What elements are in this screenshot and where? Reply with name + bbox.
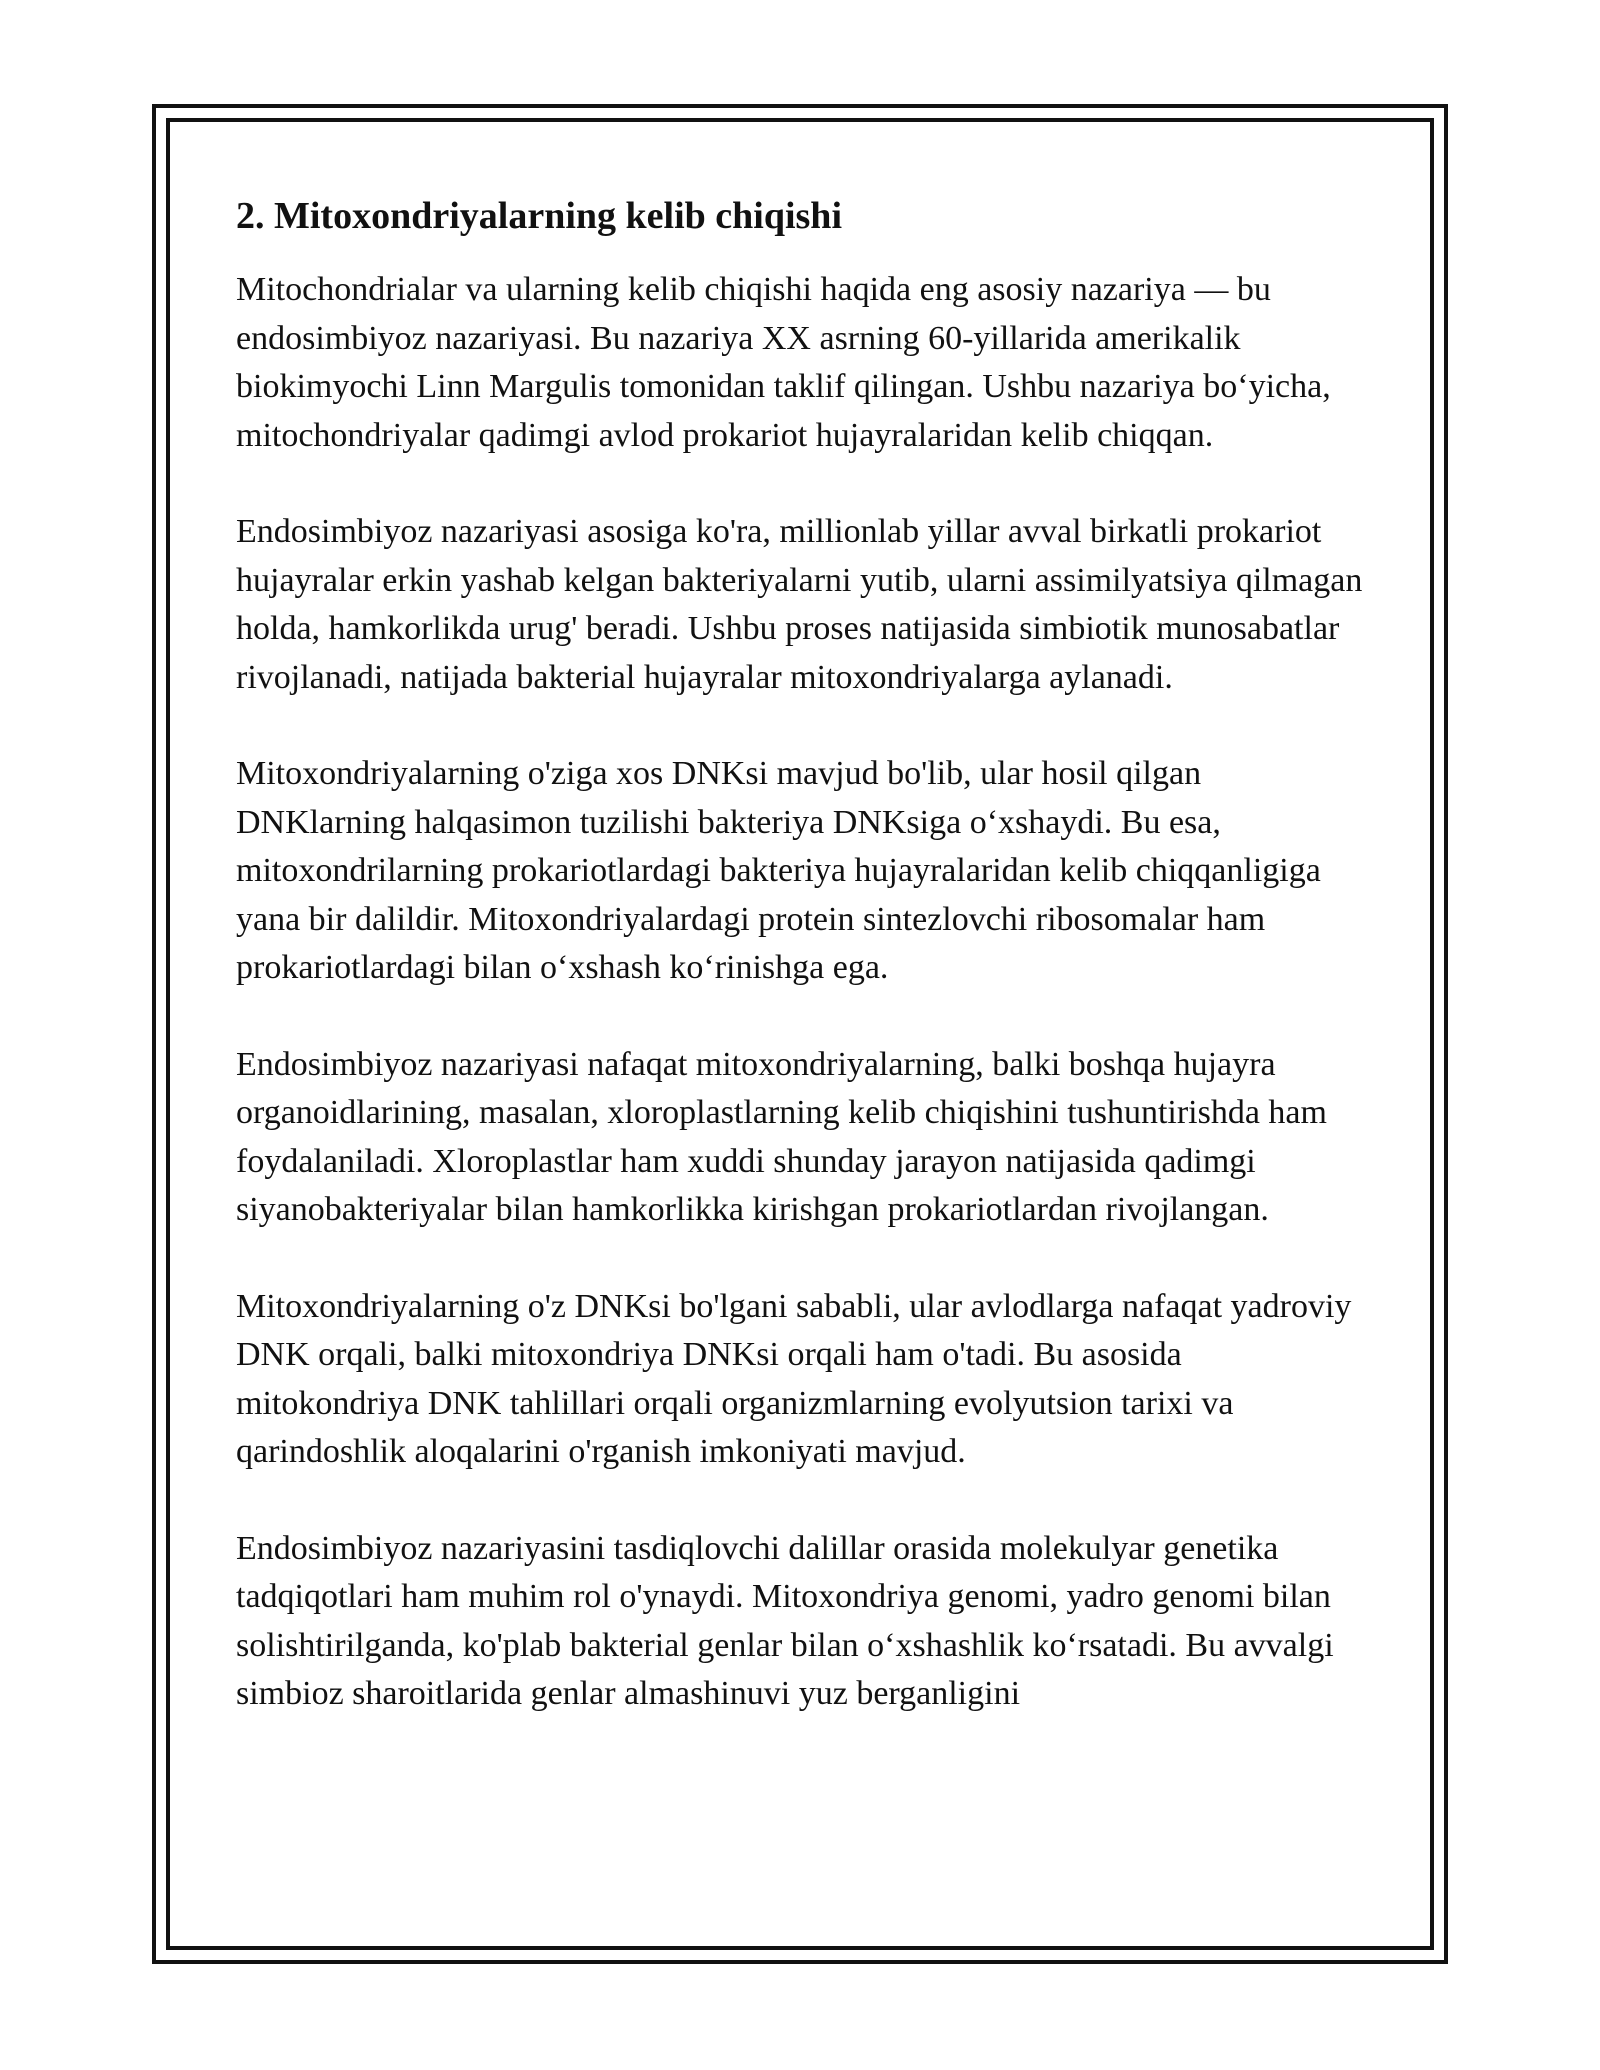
document-body [236,190,1366,1767]
paragraph-2: Endosimbiyoz nazariyasi asosiga ko'ra, millionlab yillar avval birkatli prokariot hujayralar erkin yashab kelgan bakteriyalarni yutib, ularni assimilyatsiya qilmagan holda, hamkorlikda urug' beradi. Ushbu proses natijasida simbiotik munosabatlar rivojlanadi, natijada bakterial hujayralar mitoxondriyalarga aylanadi. [236,513,1363,696]
paragraph-6: Endosimbiyoz nazariyasini tasdiqlovchi dalillar orasida molekulyar genetika tadqiqotlari ham muhim rol o'ynaydi. Mitoxondriya genomi, yadro genomi bilan solishtirilganda, ko'plab bakterial genlar bilan o‘xshashlik ko‘rsatadi. Bu avvalgi simbioz sharoitlarida genlar almashinuvi yuz berganligini [236,1529,1334,1712]
paragraph-3: Mitoxondriyalarning o'ziga xos DNKsi mavjud bo'lib, ular hosil qilgan DNKlarning halqasimon tuzilishi bakteriya DNKsiga o‘xshaydi. Bu esa, mitoxondrilarning prokariotlardagi bakteriya hujayralaridan kelib chiqqanligiga yana bir dalildir. Mitoxondriyalardagi protein sintezlovchi ribosomalar ham prokariotlardagi bilan o‘xshash ko‘rinishga ega. [236,755,1321,986]
paragraph-1: Mitochondrialar va ularning kelib chiqishi haqida eng asosiy nazariya — bu endosimbiyoz nazariyasi. Bu nazariya XX asrning 60-yillarida amerikalik biokimyochi Linn Margulis tomonidan taklif qilingan. Ushbu nazariya bo‘yicha, mitochondriyalar qadimgi avlod prokariot hujayralaridan kelib chiqqan. [236,271,1331,454]
section-heading: 2. Mitoxondriyalarning kelib chiqishi [236,195,842,237]
paragraph-5: Mitoxondriyalarning o'z DNKsi bo'lgani sababli, ular avlodlarga nafaqat yadroviy DNK orqali, balki mitoxondriya DNKsi orqali ham o'tadi. Bu asosida mitokondriya DNK tahlillari orqali organizmlarning evolyutsion tarixi va qarindoshlik aloqalarini o'rganish imkoniyati mavjud. [236,1287,1352,1470]
paragraph-4: Endosimbiyoz nazariyasi nafaqat mitoxondriyalarning, balki boshqa hujayra organoidlarining, masalan, xloroplastlarning kelib chiqishini tushuntirishda ham foydalaniladi. Xloroplastlar ham xuddi shunday jarayon natijasida qadimgi siyanobakteriyalar bilan hamkorlikka kirishgan prokariotlardan rivojlangan. [236,1045,1327,1228]
